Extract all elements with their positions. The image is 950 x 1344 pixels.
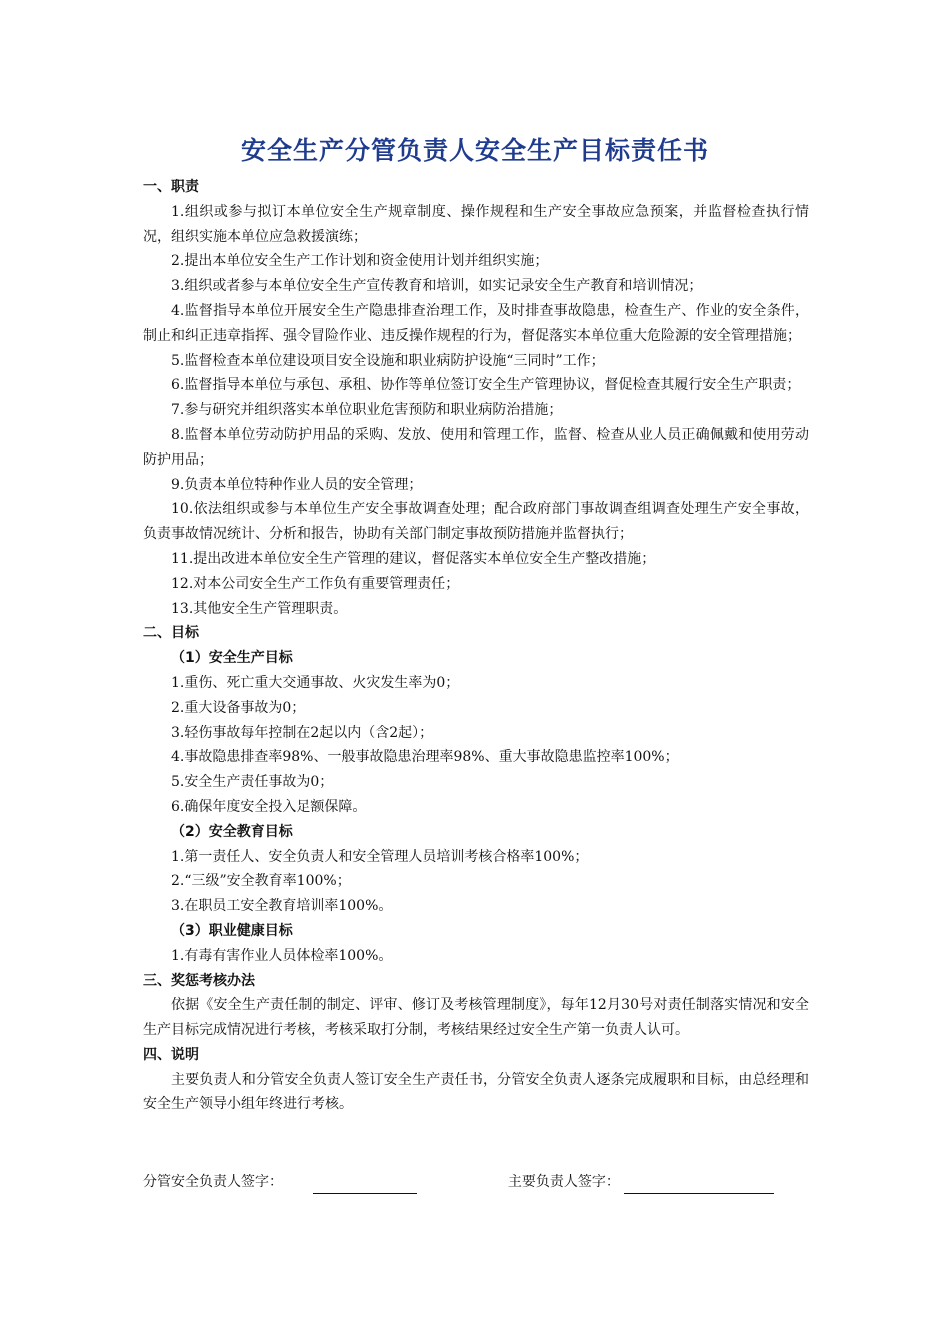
- list-item: 4.事故隐患排查率98%、一般事故隐患治理率98%、重大事故隐患监控率100%；: [171, 749, 679, 766]
- list-item: 3.在职员工安全教育培训率100%。: [171, 898, 393, 915]
- list-item: 8.监督本单位劳动防护用品的采购、发放、使用和管理工作，监督、检查从业人员正确佩戴和使用劳动防护用品；: [143, 426, 809, 468]
- list-item: 10.依法组织或参与本单位生产安全事故调查处理；配合政府部门事故调查组调查处理生产安全事故，负责事故情况统计、分析和报告，协助有关部门制定事故预防措施并监督执行；: [143, 501, 809, 543]
- assessment-text: 依据《安全生产责任制的制定、评审、修订及考核管理制度》，每年12月30号对责任制落实情况和安全生产目标完成情况进行考核，考核采取打分制，考核结果经过安全生产第一负责人认可。: [143, 997, 809, 1039]
- document-title: 安全生产分管负责人安全生产目标责任书: [240, 136, 709, 165]
- list-item: 12.对本公司安全生产工作负有重要管理责任；: [171, 575, 460, 592]
- subheading-education-goals: （2）安全教育目标: [171, 823, 293, 840]
- health-goals-list: [143, 944, 809, 969]
- education-goals-list: [143, 845, 809, 919]
- list-item: 11.提出改进本单位安全生产管理的建议，督促落实本单位安全生产整改措施；: [171, 550, 656, 567]
- subheading-health-goals: （3）职业健康目标: [171, 922, 293, 939]
- main-signature-line[interactable]: [624, 1177, 774, 1194]
- list-item: 1.有毒有害作业人员体检率100%。: [171, 947, 393, 964]
- section-heading-goals: 二、目标: [143, 625, 199, 642]
- document-body: [143, 175, 809, 1117]
- list-item: 13.其他安全生产管理职责。: [171, 600, 348, 617]
- list-item: 9.负责本单位特种作业人员的安全管理；: [171, 476, 423, 493]
- signature-row: [143, 1170, 809, 1194]
- deputy-signature-line[interactable]: [313, 1177, 417, 1194]
- list-item: 5.监督检查本单位建设项目安全设施和职业病防护设施“三同时”工作；: [171, 352, 605, 369]
- subheading-safety-goals: （1）安全生产目标: [171, 650, 293, 667]
- list-item: 1.组织或参与拟订本单位安全生产规章制度、操作规程和生产安全事故应急预案，并监督检查执行情况，组织实施本单位应急救援演练；: [143, 203, 809, 245]
- list-item: 5.安全生产责任事故为0；: [171, 774, 334, 791]
- section-heading-duties: 一、职责: [143, 179, 199, 195]
- safety-goals-list: [143, 671, 809, 820]
- list-item: 7.参与研究并组织落实本单位职业危害预防和职业病防治措施；: [171, 402, 563, 419]
- section-heading-assessment: 三、奖惩考核办法: [143, 972, 255, 989]
- notes-text: 主要负责人和分管安全负责人签订安全生产责任书，分管安全负责人逐条完成履职和目标，由总经理和安全生产领导小组年终进行考核。: [143, 1071, 809, 1113]
- list-item: 4.监督指导本单位开展安全生产隐患排查治理工作，及时排查事故隐患，检查生产、作业的安全条件，制止和纠正违章指挥、强令冒险作业、违反操作规程的行为，督促落实本单位重大危险源的安全管理措施；: [143, 302, 809, 344]
- list-item: 1.第一责任人、安全负责人和安全管理人员培训考核合格率100%；: [171, 848, 589, 865]
- list-item: 2.“三级”安全教育率100%；: [171, 873, 351, 890]
- list-item: 3.轻伤事故每年控制在2起以内（含2起）；: [171, 724, 434, 741]
- list-item: 6.确保年度安全投入足额保障。: [171, 798, 367, 815]
- duties-list: [143, 200, 809, 622]
- list-item: 6.监督指导本单位与承包、承租、协作等单位签订安全生产管理协议，督促检查其履行安全生产职责；: [171, 377, 801, 394]
- section-heading-notes: 四、说明: [143, 1046, 199, 1063]
- main-signature-label: 主要负责人签字：: [507, 1174, 620, 1190]
- list-item: 3.组织或者参与本单位安全生产宣传教育和培训，如实记录安全生产教育和培训情况；: [171, 278, 703, 295]
- list-item: 2.提出本单位安全生产工作计划和资金使用计划并组织实施；: [171, 253, 549, 270]
- list-item: 1.重伤、死亡重大交通事故、火灾发生率为0；: [171, 674, 460, 691]
- list-item: 2.重大设备事故为0；: [171, 699, 306, 716]
- deputy-signature-label: 分管安全负责人签字：: [143, 1174, 283, 1190]
